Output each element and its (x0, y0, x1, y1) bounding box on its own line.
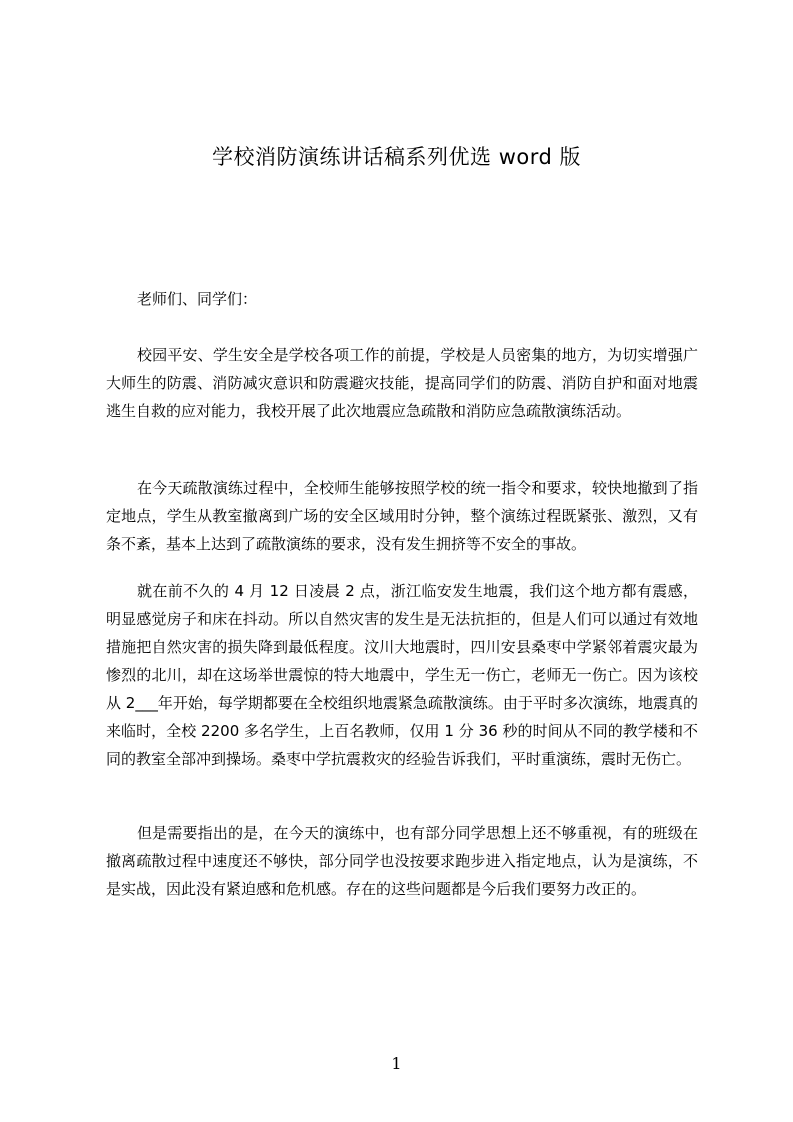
page-number: 1 (391, 1054, 402, 1073)
paragraph-2: 在今天疏散演练过程中，全校师生能够按照学校的统一指令和要求，较快地撤到了指定地点，学生从教室撤离到广场的安全区域用时分钟，整个演练过程既紧张、激烈，又有条不紊，基本上达到了疏散演练的要求，没有发生拥挤等不安全的事故。 (106, 479, 698, 553)
paragraph-4: 但是需要指出的是，在今天的演练中，也有部分同学思想上还不够重视，有的班级在撤离疏散过程中速度还不够快，部分同学也没按要求跑步进入指定地点，认为是演练，不是实战，因此没有紧迫感和危机感。存在的这些问题都是今后我们要努力改正的。 (106, 824, 698, 898)
paragraph-1: 校园平安、学生安全是学校各项工作的前提，学校是人员密集的地方，为切实增强广大师生的防震、消防减灾意识和防震避灾技能，提高同学们的防震、消防自护和面对地震逃生自救的应对能力，我校开展了此次地震应急疏散和消防应急疏散演练活动。 (106, 346, 698, 420)
document-title: 学校消防演练讲话稿系列优选 word 版 (212, 145, 581, 169)
salutation: 老师们、同学们： (137, 290, 258, 308)
paragraph-3: 就在前不久的 4 月 12 日凌晨 2 点，浙江临安发生地震，我们这个地方都有震感，明显感觉房子和床在抖动。所以自然灾害的发生是无法抗拒的，但是人们可以通过有效地措施把自然灾害的损失降到最低程度。汶川大地震时，四川安县桑枣中学紧邻着震灾最为惨烈的北川，却在这场举世震惊的特大地震中，学生无一伤亡，老师无一伤亡。因为该校从 2___年开始，每学期都要在全校组织地震紧急疏散演练。由于平时多次演练，地震真的来临时，全校 2200 多名学生，上百名教师，仅用 1 分 36 秒的时间从不同的教学楼和不同的教室全部冲到操场。桑枣中学抗震救灾的经验告诉我们，平时重演练，震时无伤亡。 (106, 582, 698, 768)
